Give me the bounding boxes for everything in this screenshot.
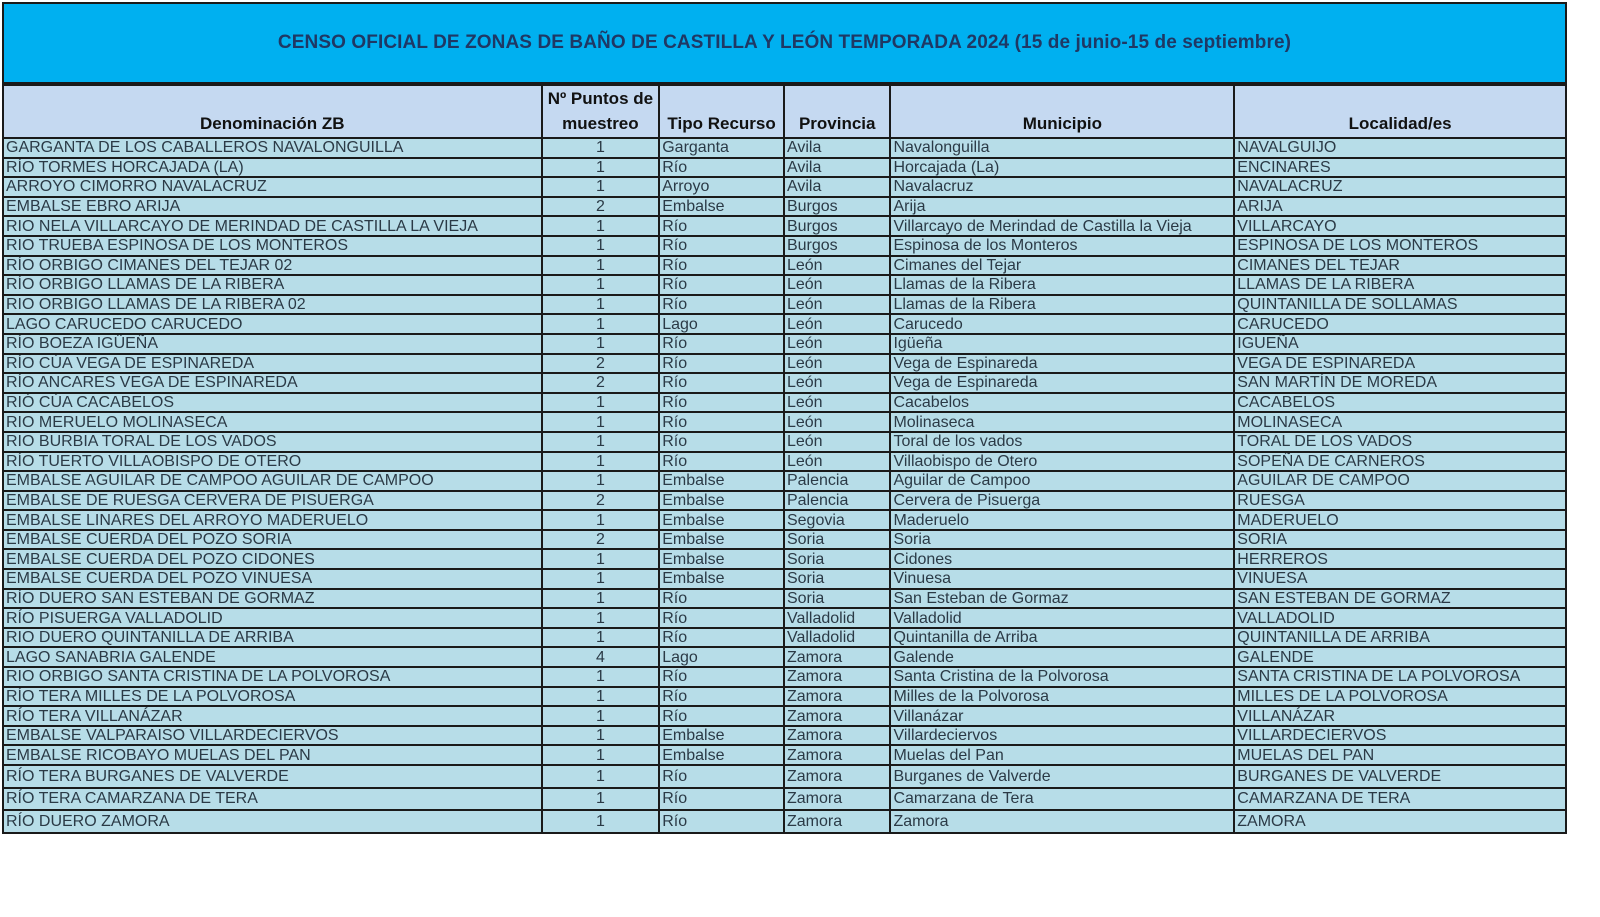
municipio-cell[interactable]: Vega de Espinareda — [890, 354, 1234, 374]
puntos-cell[interactable]: 1 — [542, 216, 660, 236]
tipo-recurso-cell[interactable]: Río — [659, 667, 784, 687]
provincia-cell[interactable]: Valladolid — [784, 608, 890, 628]
table-row — [3, 452, 1566, 472]
tipo-recurso-cell[interactable]: Río — [659, 687, 784, 707]
column-header-puntos-muestreo[interactable]: Nº Puntos de muestreo — [542, 85, 660, 138]
denominacion-cell[interactable]: RÍO TERA VILLANÁZAR — [3, 706, 542, 726]
municipio-cell[interactable]: Espinosa de los Monteros — [890, 236, 1234, 256]
tipo-recurso-cell[interactable]: Embalse — [659, 726, 784, 746]
header-row — [3, 85, 1566, 138]
provincia-cell[interactable]: Zamora — [784, 647, 890, 667]
localidad-cell[interactable]: LLAMAS DE LA RIBERA — [1234, 275, 1566, 295]
denominacion-cell[interactable]: RÍO ORBIGO LLAMAS DE LA RIBERA — [3, 275, 542, 295]
tipo-recurso-cell[interactable]: Lago — [659, 314, 784, 334]
table-row — [3, 216, 1566, 236]
tipo-recurso-cell[interactable]: Río — [659, 393, 784, 413]
localidad-cell[interactable]: ARIJA — [1234, 197, 1566, 217]
tipo-recurso-cell[interactable]: Embalse — [659, 549, 784, 569]
denominacion-cell[interactable]: EMBALSE CUERDA DEL POZO SORIA — [3, 530, 542, 550]
denominacion-cell[interactable]: RIO ORBIGO SANTA CRISTINA DE LA POLVOROSA — [3, 667, 542, 687]
tipo-recurso-cell[interactable]: Embalse — [659, 197, 784, 217]
localidad-cell[interactable]: VEGA DE ESPINAREDA — [1234, 354, 1566, 374]
provincia-cell[interactable]: Soria — [784, 569, 890, 589]
table-row — [3, 765, 1566, 788]
table-row — [3, 393, 1566, 413]
municipio-cell[interactable]: Quintanilla de Arriba — [890, 628, 1234, 648]
puntos-cell[interactable]: 1 — [542, 765, 660, 788]
tipo-recurso-cell[interactable]: Embalse — [659, 530, 784, 550]
tipo-recurso-cell[interactable]: Río — [659, 295, 784, 315]
provincia-cell[interactable]: Palencia — [784, 471, 890, 491]
tipo-recurso-cell[interactable]: Río — [659, 158, 784, 178]
provincia-cell[interactable]: León — [784, 354, 890, 374]
denominacion-cell[interactable]: EMBALSE RICOBAYO MUELAS DEL PAN — [3, 745, 542, 765]
tipo-recurso-cell[interactable]: Río — [659, 412, 784, 432]
municipio-cell[interactable]: Cervera de Pisuerga — [890, 491, 1234, 511]
denominacion-cell[interactable]: RIO ORBIGO LLAMAS DE LA RIBERA 02 — [3, 295, 542, 315]
provincia-cell[interactable]: Zamora — [784, 745, 890, 765]
provincia-cell[interactable]: Burgos — [784, 236, 890, 256]
provincia-cell[interactable]: Soria — [784, 589, 890, 609]
puntos-cell[interactable]: 1 — [542, 432, 660, 452]
municipio-cell[interactable]: Navalonguilla — [890, 138, 1234, 158]
puntos-cell[interactable]: 1 — [542, 158, 660, 178]
denominacion-cell[interactable]: RÍO ANCARES VEGA DE ESPINAREDA — [3, 373, 542, 393]
puntos-cell[interactable]: 1 — [542, 138, 660, 158]
provincia-cell[interactable]: Avila — [784, 177, 890, 197]
municipio-cell[interactable]: Horcajada (La) — [890, 158, 1234, 178]
localidad-cell[interactable]: CAMARZANA DE TERA — [1234, 788, 1566, 811]
table-row — [3, 138, 1566, 158]
provincia-cell[interactable]: Zamora — [784, 706, 890, 726]
puntos-cell[interactable]: 4 — [542, 647, 660, 667]
denominacion-cell[interactable]: RÍO ORBIGO CIMANES DEL TEJAR 02 — [3, 256, 542, 276]
tipo-recurso-cell[interactable]: Lago — [659, 647, 784, 667]
puntos-cell[interactable]: 1 — [542, 687, 660, 707]
municipio-cell[interactable]: Valladolid — [890, 608, 1234, 628]
puntos-cell[interactable]: 1 — [542, 334, 660, 354]
municipio-cell[interactable]: Molinaseca — [890, 412, 1234, 432]
column-header-denominacion[interactable]: Denominación ZB — [3, 85, 542, 138]
puntos-cell[interactable]: 1 — [542, 549, 660, 569]
denominacion-cell[interactable]: RÍO CÚA VEGA DE ESPINAREDA — [3, 354, 542, 374]
denominacion-cell[interactable]: ARROYO CIMORRO NAVALACRUZ — [3, 177, 542, 197]
localidad-cell[interactable]: ENCINARES — [1234, 158, 1566, 178]
puntos-cell[interactable]: 1 — [542, 628, 660, 648]
denominacion-cell[interactable]: RIÓ CÚA CACABELOS — [3, 393, 542, 413]
municipio-cell[interactable]: Milles de la Polvorosa — [890, 687, 1234, 707]
municipio-cell[interactable]: Maderuelo — [890, 510, 1234, 530]
table-row — [3, 549, 1566, 569]
localidad-cell[interactable]: MUELAS DEL PAN — [1234, 745, 1566, 765]
puntos-cell[interactable]: 1 — [542, 412, 660, 432]
localidad-cell[interactable]: CACABELOS — [1234, 393, 1566, 413]
denominacion-cell[interactable]: RÍO TERA BURGANES DE VALVERDE — [3, 765, 542, 788]
localidad-cell[interactable]: QUINTANILLA DE ARRIBA — [1234, 628, 1566, 648]
provincia-cell[interactable]: Valladolid — [784, 628, 890, 648]
localidad-cell[interactable]: SOPEÑA DE CARNEROS — [1234, 452, 1566, 472]
localidad-cell[interactable]: HERREROS — [1234, 549, 1566, 569]
municipio-cell[interactable]: Carucedo — [890, 314, 1234, 334]
puntos-cell[interactable]: 1 — [542, 471, 660, 491]
column-header-localidades[interactable]: Localidad/es — [1234, 85, 1566, 138]
municipio-cell[interactable]: Cimanes del Tejar — [890, 256, 1234, 276]
puntos-cell[interactable]: 2 — [542, 530, 660, 550]
tipo-recurso-cell[interactable]: Río — [659, 810, 784, 833]
tipo-recurso-cell[interactable]: Río — [659, 256, 784, 276]
table-row — [3, 647, 1566, 667]
provincia-cell[interactable]: León — [784, 275, 890, 295]
municipio-cell[interactable]: Arija — [890, 197, 1234, 217]
table-row — [3, 158, 1566, 178]
bathing-zones-table — [2, 84, 1567, 834]
table-row — [3, 236, 1566, 256]
tipo-recurso-cell[interactable]: Río — [659, 628, 784, 648]
table-row — [3, 687, 1566, 707]
provincia-cell[interactable]: León — [784, 393, 890, 413]
column-header-provincia[interactable]: Provincia — [784, 85, 890, 138]
puntos-cell[interactable]: 1 — [542, 569, 660, 589]
municipio-cell[interactable]: Burganes de Valverde — [890, 765, 1234, 788]
denominacion-cell[interactable]: RÍO DUERO SAN ESTEBAN DE GORMAZ — [3, 589, 542, 609]
municipio-cell[interactable]: Llamas de la Ribera — [890, 275, 1234, 295]
municipio-cell[interactable]: Santa Cristina de la Polvorosa — [890, 667, 1234, 687]
provincia-cell[interactable]: Segovia — [784, 510, 890, 530]
puntos-cell[interactable]: 1 — [542, 177, 660, 197]
localidad-cell[interactable]: CARUCEDO — [1234, 314, 1566, 334]
puntos-cell[interactable]: 1 — [542, 295, 660, 315]
tipo-recurso-cell[interactable]: Embalse — [659, 745, 784, 765]
municipio-cell[interactable]: Toral de los vados — [890, 432, 1234, 452]
column-header-municipio[interactable]: Municipio — [890, 85, 1234, 138]
table-row — [3, 745, 1566, 765]
denominacion-cell[interactable]: RÍO TUERTO VILLAOBISPO DE OTERO — [3, 452, 542, 472]
provincia-cell[interactable]: Zamora — [784, 687, 890, 707]
provincia-cell[interactable]: Avila — [784, 138, 890, 158]
municipio-cell[interactable]: Soria — [890, 530, 1234, 550]
tipo-recurso-cell[interactable]: Embalse — [659, 471, 784, 491]
tipo-recurso-cell[interactable]: Río — [659, 334, 784, 354]
tipo-recurso-cell[interactable]: Río — [659, 706, 784, 726]
municipio-cell[interactable]: Villardeciervos — [890, 726, 1234, 746]
denominacion-cell[interactable]: EMBALSE VALPARAISO VILLARDECIERVOS — [3, 726, 542, 746]
table-body — [3, 138, 1566, 833]
denominacion-cell[interactable]: EMBALSE CUERDA DEL POZO CIDONES — [3, 549, 542, 569]
table-row — [3, 432, 1566, 452]
sheet-title[interactable]: CENSO OFICIAL DE ZONAS DE BAÑO DE CASTILLA Y LEÓN TEMPORADA 2024 (15 de junio-15 de septiembre) — [2, 2, 1567, 84]
provincia-cell[interactable]: León — [784, 314, 890, 334]
table-row — [3, 256, 1566, 276]
tipo-recurso-cell[interactable]: Río — [659, 216, 784, 236]
provincia-cell[interactable]: León — [784, 412, 890, 432]
localidad-cell[interactable]: SAN ESTEBAN DE GORMAZ — [1234, 589, 1566, 609]
denominacion-cell[interactable]: RÍO PISUERGA VALLADOLID — [3, 608, 542, 628]
municipio-cell[interactable]: Llamas de la Ribera — [890, 295, 1234, 315]
localidad-cell[interactable]: RUESGA — [1234, 491, 1566, 511]
denominacion-cell[interactable]: RIO TRUEBA ESPINOSA DE LOS MONTEROS — [3, 236, 542, 256]
denominacion-cell[interactable]: RIO DUERO QUINTANILLA DE ARRIBA — [3, 628, 542, 648]
denominacion-cell[interactable]: EMBALSE EBRO ARIJA — [3, 197, 542, 217]
municipio-cell[interactable]: Vega de Espinareda — [890, 373, 1234, 393]
provincia-cell[interactable]: León — [784, 295, 890, 315]
table-row — [3, 667, 1566, 687]
table-row — [3, 314, 1566, 334]
puntos-cell[interactable]: 2 — [542, 354, 660, 374]
table-row — [3, 628, 1566, 648]
denominacion-cell[interactable]: RÍO TERA MILLES DE LA POLVOROSA — [3, 687, 542, 707]
denominacion-cell[interactable]: RIO NELA VILLARCAYO DE MERINDAD DE CASTILLA LA VIEJA — [3, 216, 542, 236]
localidad-cell[interactable]: VINUESA — [1234, 569, 1566, 589]
puntos-cell[interactable]: 1 — [542, 589, 660, 609]
provincia-cell[interactable]: León — [784, 256, 890, 276]
puntos-cell[interactable]: 1 — [542, 810, 660, 833]
localidad-cell[interactable]: VILLARDECIERVOS — [1234, 726, 1566, 746]
puntos-cell[interactable]: 1 — [542, 510, 660, 530]
localidad-cell[interactable]: NAVALGUIJO — [1234, 138, 1566, 158]
puntos-cell[interactable]: 2 — [542, 197, 660, 217]
puntos-cell[interactable]: 1 — [542, 745, 660, 765]
localidad-cell[interactable]: ZAMORA — [1234, 810, 1566, 833]
localidad-cell[interactable]: SANTA CRISTINA DE LA POLVOROSA — [1234, 667, 1566, 687]
tipo-recurso-cell[interactable]: Río — [659, 765, 784, 788]
municipio-cell[interactable]: Camarzana de Tera — [890, 788, 1234, 811]
tipo-recurso-cell[interactable]: Río — [659, 432, 784, 452]
provincia-cell[interactable]: Soria — [784, 549, 890, 569]
provincia-cell[interactable]: Zamora — [784, 667, 890, 687]
denominacion-cell[interactable]: RÍO TORMES HORCAJADA (LA) — [3, 158, 542, 178]
tipo-recurso-cell[interactable]: Río — [659, 275, 784, 295]
localidad-cell[interactable]: VILLANÁZAR — [1234, 706, 1566, 726]
puntos-cell[interactable]: 1 — [542, 314, 660, 334]
table-row — [3, 412, 1566, 432]
tipo-recurso-cell[interactable]: Río — [659, 236, 784, 256]
denominacion-cell[interactable]: EMBALSE DE RUESGA CERVERA DE PISUERGA — [3, 491, 542, 511]
denominacion-cell[interactable]: EMBALSE AGUILAR DE CAMPOO AGUILAR DE CAMPOO — [3, 471, 542, 491]
municipio-cell[interactable]: Villaobispo de Otero — [890, 452, 1234, 472]
municipio-cell[interactable]: Muelas del Pan — [890, 745, 1234, 765]
puntos-cell[interactable]: 1 — [542, 667, 660, 687]
puntos-cell[interactable]: 1 — [542, 256, 660, 276]
table-row — [3, 589, 1566, 609]
denominacion-cell[interactable]: EMBALSE LINARES DEL ARROYO MADERUELO — [3, 510, 542, 530]
column-header-tipo-recurso[interactable]: Tipo Recurso — [659, 85, 784, 138]
localidad-cell[interactable]: ESPINOSA DE LOS MONTEROS — [1234, 236, 1566, 256]
table-row — [3, 810, 1566, 833]
table-row — [3, 373, 1566, 393]
provincia-cell[interactable]: León — [784, 452, 890, 472]
localidad-cell[interactable]: VALLADOLID — [1234, 608, 1566, 628]
denominacion-cell[interactable]: RÍO BOEZA IGÜEÑA — [3, 334, 542, 354]
tipo-recurso-cell[interactable]: Río — [659, 589, 784, 609]
tipo-recurso-cell[interactable]: Río — [659, 373, 784, 393]
localidad-cell[interactable]: NAVALACRUZ — [1234, 177, 1566, 197]
municipio-cell[interactable]: Villanázar — [890, 706, 1234, 726]
denominacion-cell[interactable]: RIO BURBIA TORAL DE LOS VADOS — [3, 432, 542, 452]
denominacion-cell[interactable]: LAGO SANABRIA GALENDE — [3, 647, 542, 667]
table-row — [3, 275, 1566, 295]
municipio-cell[interactable]: San Esteban de Gormaz — [890, 589, 1234, 609]
tipo-recurso-cell[interactable]: Embalse — [659, 510, 784, 530]
localidad-cell[interactable]: MOLINASECA — [1234, 412, 1566, 432]
puntos-cell[interactable]: 1 — [542, 393, 660, 413]
localidad-cell[interactable]: SORIA — [1234, 530, 1566, 550]
denominacion-cell[interactable]: RÍO DUERO ZAMORA — [3, 810, 542, 833]
tipo-recurso-cell[interactable]: Río — [659, 608, 784, 628]
provincia-cell[interactable]: Burgos — [784, 216, 890, 236]
municipio-cell[interactable]: Vinuesa — [890, 569, 1234, 589]
municipio-cell[interactable]: Villarcayo de Merindad de Castilla la Vieja — [890, 216, 1234, 236]
provincia-cell[interactable]: Zamora — [784, 810, 890, 833]
localidad-cell[interactable]: MILLES DE LA POLVOROSA — [1234, 687, 1566, 707]
municipio-cell[interactable]: Igüeña — [890, 334, 1234, 354]
denominacion-cell[interactable]: RIO MERUELO MOLINASECA — [3, 412, 542, 432]
localidad-cell[interactable]: GALENDE — [1234, 647, 1566, 667]
puntos-cell[interactable]: 2 — [542, 373, 660, 393]
puntos-cell[interactable]: 1 — [542, 726, 660, 746]
provincia-cell[interactable]: León — [784, 334, 890, 354]
tipo-recurso-cell[interactable]: Garganta — [659, 138, 784, 158]
provincia-cell[interactable]: Zamora — [784, 788, 890, 811]
localidad-cell[interactable]: CIMANES DEL TEJAR — [1234, 256, 1566, 276]
municipio-cell[interactable]: Aguilar de Campoo — [890, 471, 1234, 491]
denominacion-cell[interactable]: RÍO TERA CAMARZANA DE TERA — [3, 788, 542, 811]
table-row — [3, 788, 1566, 811]
puntos-cell[interactable]: 2 — [542, 491, 660, 511]
table-row — [3, 569, 1566, 589]
tipo-recurso-cell[interactable]: Arroyo — [659, 177, 784, 197]
tipo-recurso-cell[interactable]: Río — [659, 788, 784, 811]
tipo-recurso-cell[interactable]: Embalse — [659, 569, 784, 589]
puntos-cell[interactable]: 1 — [542, 236, 660, 256]
spreadsheet — [2, 2, 1567, 834]
puntos-cell[interactable]: 1 — [542, 452, 660, 472]
table-row — [3, 530, 1566, 550]
municipio-cell[interactable]: Galende — [890, 647, 1234, 667]
tipo-recurso-cell[interactable]: Río — [659, 354, 784, 374]
puntos-cell[interactable]: 1 — [542, 608, 660, 628]
provincia-cell[interactable]: Burgos — [784, 197, 890, 217]
municipio-cell[interactable]: Cidones — [890, 549, 1234, 569]
denominacion-cell[interactable]: LAGO CARUCEDO CARUCEDO — [3, 314, 542, 334]
table-row — [3, 706, 1566, 726]
table-row — [3, 491, 1566, 511]
provincia-cell[interactable]: Zamora — [784, 726, 890, 746]
localidad-cell[interactable]: VILLARCAYO — [1234, 216, 1566, 236]
puntos-cell[interactable]: 1 — [542, 275, 660, 295]
localidad-cell[interactable]: MADERUELO — [1234, 510, 1566, 530]
municipio-cell[interactable]: Zamora — [890, 810, 1234, 833]
localidad-cell[interactable]: QUINTANILLA DE SOLLAMAS — [1234, 295, 1566, 315]
localidad-cell[interactable]: BURGANES DE VALVERDE — [1234, 765, 1566, 788]
puntos-cell[interactable]: 1 — [542, 706, 660, 726]
tipo-recurso-cell[interactable]: Río — [659, 452, 784, 472]
table-row — [3, 295, 1566, 315]
tipo-recurso-cell[interactable]: Embalse — [659, 491, 784, 511]
provincia-cell[interactable]: Palencia — [784, 491, 890, 511]
municipio-cell[interactable]: Cacabelos — [890, 393, 1234, 413]
denominacion-cell[interactable]: GARGANTA DE LOS CABALLEROS NAVALONGUILLA — [3, 138, 542, 158]
localidad-cell[interactable]: AGUILAR DE CAMPOO — [1234, 471, 1566, 491]
table-row — [3, 334, 1566, 354]
denominacion-cell[interactable]: EMBALSE CUERDA DEL POZO VINUESA — [3, 569, 542, 589]
table-row — [3, 177, 1566, 197]
table-row — [3, 726, 1566, 746]
table-row — [3, 608, 1566, 628]
localidad-cell[interactable]: SAN MARTÍN DE MOREDA — [1234, 373, 1566, 393]
table-row — [3, 354, 1566, 374]
localidad-cell[interactable]: TORAL DE LOS VADOS — [1234, 432, 1566, 452]
provincia-cell[interactable]: Soria — [784, 530, 890, 550]
table-row — [3, 510, 1566, 530]
provincia-cell[interactable]: Avila — [784, 158, 890, 178]
provincia-cell[interactable]: León — [784, 373, 890, 393]
provincia-cell[interactable]: León — [784, 432, 890, 452]
table-row — [3, 471, 1566, 491]
localidad-cell[interactable]: IGUEÑA — [1234, 334, 1566, 354]
provincia-cell[interactable]: Zamora — [784, 765, 890, 788]
municipio-cell[interactable]: Navalacruz — [890, 177, 1234, 197]
table-row — [3, 197, 1566, 217]
puntos-cell[interactable]: 1 — [542, 788, 660, 811]
